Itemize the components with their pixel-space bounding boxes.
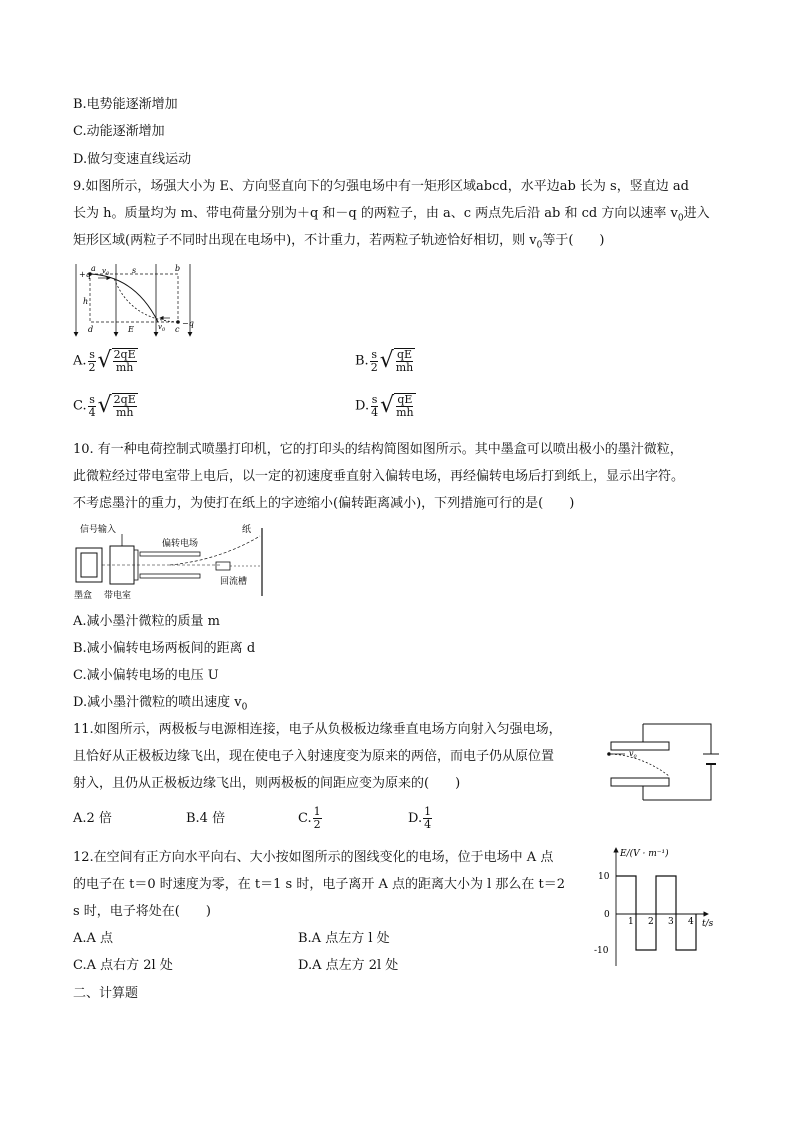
q8-option-c: C.动能逐渐增加 [73, 124, 165, 139]
q12-figure [592, 842, 722, 972]
q9-fig-label-s: s [132, 266, 137, 275]
q9-option-d: D. $\frac{s}{4}$ √ $\frac{qE}{mh}$ [355, 392, 414, 419]
q12-fig-xlabel: t/s [702, 919, 714, 929]
q10-figure [70, 522, 270, 604]
q9-fig-plus-q: +q [79, 270, 91, 279]
q10-fig-ink: 墨盒 [74, 591, 93, 601]
q10-fig-paper: 纸 [242, 525, 252, 535]
q9-option-c: C. $\frac{s}{4}$ √ $\frac{2qE}{mh}$ [73, 392, 136, 419]
q9-fig-label-a: a [91, 264, 96, 273]
q9-fig-label-d: d [88, 325, 94, 334]
q10-line-3: 不考虑墨汁的重力，为使打在纸上的字迹缩小(偏转距离减小)，下列措施可行的是( ) [73, 496, 575, 511]
q10-fig-signal: 信号输入 [80, 525, 117, 535]
q11-line-2: 且恰好从正极板边缘飞出，现在使电子入射速度变为原来的两倍，而电子仍从原位置 [73, 749, 555, 764]
q12-line-3: s 时，电子将处在( ) [73, 904, 211, 919]
q8-option-d: D.做匀变速直线运动 [73, 152, 192, 167]
q12-option-b: B.A 点左方 l 处 [298, 931, 390, 946]
q10-line-2: 此微粒经过带电室带上电后，以一定的初速度垂直射入偏转电场，再经偏转电场后打到纸上，显示出字符。 [73, 469, 685, 484]
q9-line-3: 矩形区域(两粒子不同时出现在电场中)，不计重力，若两粒子轨迹恰好相切，则 $v_0$等于( ) [73, 233, 605, 251]
q10-option-c: C.减小偏转电场的电压 U [73, 668, 219, 683]
q12-fig-x-tick-1: 1 [628, 917, 634, 927]
q10-option-b: B.减小偏转电场两板间的距离 d [73, 641, 256, 656]
q9-figure [70, 262, 200, 342]
q12-fig-x-tick-4: 4 [688, 917, 694, 927]
q9-fig-label-b: b [175, 264, 181, 273]
q10-line-1: 10. 有一种电荷控制式喷墨打印机，它的打印头的结构简图如图所示。其中墨盒可以喷出极小的墨汁微粒， [73, 442, 683, 457]
q11-fig-v0: $v_0$ [629, 749, 637, 760]
q10-fig-field: 偏转电场 [162, 539, 199, 549]
section-heading: 二、计算题 [73, 986, 139, 1001]
q12-fig-x-tick-3: 3 [668, 917, 674, 927]
q12-fig-y-pos: 10 [598, 872, 610, 882]
q9-fig-label-c: c [175, 325, 180, 334]
q10-option-a: A.减小墨汁微粒的质量 m [73, 614, 220, 629]
q12-line-2: 的电子在 t＝0 时速度为零，在 t＝1 s 时，电子离开 A 点的距离大小为 l 那么在 t＝2 [73, 877, 566, 892]
q12-option-d: D.A 点左方 2l 处 [298, 958, 399, 973]
q11-line-3: 射入，且仍从正极板边缘飞出，则两极板的间距应变为原来的( ) [73, 776, 461, 791]
q9-fig-label-h: h [83, 297, 89, 306]
q12-fig-y-zero: 0 [604, 910, 610, 920]
q9-fig-minus-q: −q [182, 319, 194, 328]
q10-fig-gutter: 回流槽 [220, 577, 248, 587]
q12-option-c: C.A 点右方 2l 处 [73, 958, 173, 973]
q9-fig-v0-top: $v_0$ [102, 267, 110, 277]
q11-option-c: C. $\frac{1}{2}$ [298, 805, 321, 831]
q9-fig-label-E: E [128, 325, 134, 334]
q9-option-a: A. $\frac{s}{2}$ √ $\frac{2qE}{mh}$ [73, 347, 136, 374]
q9-fig-v0-bottom: $v_0$ [158, 323, 166, 333]
q9-option-b: B. $\frac{s}{2}$ √ $\frac{qE}{mh}$ [355, 347, 414, 374]
q11-option-a: A.2 倍 [73, 811, 112, 826]
q11-option-b: B.4 倍 [186, 811, 226, 826]
q10-option-d: D.减小墨汁微粒的喷出速度 $v_0$ [73, 695, 248, 713]
q12-line-1: 12.在空间有正方向水平向右、大小按如图所示的图线变化的电场，位于电场中 A 点 [73, 850, 554, 865]
q11-figure [603, 718, 723, 804]
q9-line-1: 9.如图所示，场强大小为 E、方向竖直向下的匀强电场中有一矩形区域abcd，水平边ab 长为 s，竖直边 ad [73, 179, 689, 194]
q11-option-d: D. $\frac{1}{4}$ [408, 805, 432, 831]
q8-option-b: B.电势能逐渐增加 [73, 97, 178, 112]
q9-line-2: 长为 h。质量均为 m、带电荷量分别为＋q 和－q 的两粒子，由 a、c 两点先后沿 ab 和 cd 方向以速率 $v_0$进入 [73, 206, 710, 224]
q12-option-a: A.A 点 [73, 931, 114, 946]
q12-fig-ylabel: E/(V · m⁻¹) [620, 849, 669, 859]
q11-line-1: 11.如图所示，两极板与电源相连接，电子从负极板边缘垂直电场方向射入匀强电场， [73, 722, 562, 737]
q12-fig-x-tick-2: 2 [648, 917, 654, 927]
q12-fig-y-neg: -10 [594, 946, 609, 956]
q10-fig-charge: 带电室 [104, 591, 132, 601]
